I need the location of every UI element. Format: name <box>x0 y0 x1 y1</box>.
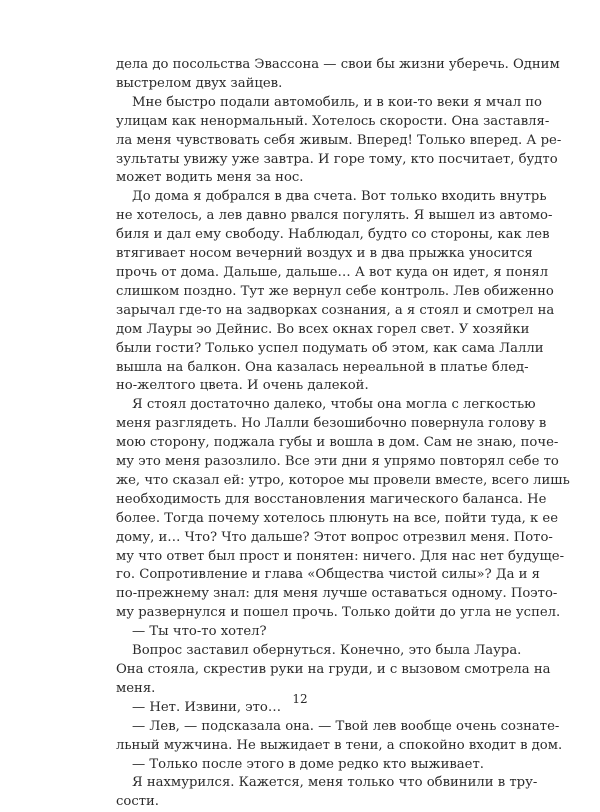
text-line: дела до посольства Эвассона — свои бы жизни уберечь. Одним <box>116 57 560 72</box>
text-line: зарычал где-то на задворках сознания, а я стоял и смотрел на <box>116 302 555 318</box>
text-line: выстрелом двух зайцев. <box>116 75 283 91</box>
text-line: мою сторону, поджала губы и вошла в дом. Сам не знаю, поче- <box>116 435 559 451</box>
text-line: биля и дал ему свободу. Наблюдал, будто со стороны, как лев <box>116 227 550 243</box>
paragraph-start-line: Мне быстро подали автомобиль, и в кои-то веки я мчал по <box>132 94 542 110</box>
text-line: меня. <box>116 680 156 696</box>
text-line: но-желтого цвета. И очень далекой. <box>116 378 369 394</box>
text-line: ла меня чувствовать себя живым. Вперед! Только вперед. А ре- <box>116 132 562 148</box>
text-line: льный мужчина. Не выжидает в тени, а спокойно входит в дом. <box>116 737 563 753</box>
page-number: 12 <box>292 692 308 706</box>
text-line: сости. <box>116 794 159 810</box>
text-line: слишком поздно. Тут же вернул себе контроль. Лев обиженно <box>116 283 554 299</box>
text-line: Она стояла, скрестив руки на груди, и с вызовом смотрела на <box>116 662 551 677</box>
text-line: го. Сопротивление и глава «Общества чистой силы»? Да и я <box>116 567 540 583</box>
text-line: же, что сказал ей: утро, которое мы провели вместе, всего лишь <box>116 472 570 488</box>
dialogue-line: — Ты что-то хотел? <box>132 624 267 640</box>
text-line: были гости? Только успел подумать об этом, как сама Лалли <box>116 340 544 356</box>
text-line: дом Лауры эо Дейнис. Во всех окнах горел свет. У хозяйки <box>116 321 530 337</box>
paragraph-start-line: Я нахмурился. Кажется, меня только что обвинили в тру- <box>132 775 538 791</box>
text-line: по-прежнему знал: для меня лучше оставаться одному. Поэто- <box>116 586 558 602</box>
text-line: не хотелось, а лев давно рвался погулять. Я вышел из автомо- <box>116 208 553 224</box>
dialogue-line: — Лев, — подсказала она. — Твой лев вообще очень сознате- <box>132 718 560 734</box>
text-line: вышла на балкон. Она казалась нереальной в платье блед- <box>116 359 529 375</box>
paragraph-start-line: Я стоял достаточно далеко, чтобы она могла с легкостью <box>132 397 536 413</box>
text-line: дому, и… Что? Что дальше? Этот вопрос отрезвил меня. Пото- <box>116 529 553 545</box>
text-line: может водить меня за нос. <box>116 170 304 186</box>
text-line: му это меня разозлило. Все эти дни я упрямо повторял себе то <box>116 454 559 470</box>
paragraph-start-line: До дома я добрался в два счета. Вот только входить внутрь <box>132 189 547 205</box>
text-line: зультаты увижу уже завтра. И горе тому, кто посчитает, будто <box>116 151 558 167</box>
text-line: необходимость для восстановления магического баланса. Не <box>116 491 547 507</box>
text-line: более. Тогда почему хотелось плюнуть на все, пойти туда, к ее <box>116 510 559 526</box>
text-line: прочь от дома. Дальше, дальше… А вот куда он идет, я понял <box>116 264 549 280</box>
text-line: втягивает носом вечерний воздух и в два прыжка уносится <box>116 246 533 262</box>
dialogue-line: — Только после этого в доме редко кто выживает. <box>132 756 484 772</box>
text-line: му развернулся и пошел прочь. Только дойти до угла не успел. <box>116 605 561 621</box>
text-line: меня разглядеть. Но Лалли безошибочно повернула голову в <box>116 416 547 432</box>
dialogue-line: — Нет. Извини, это… <box>132 699 282 715</box>
paragraph-start-line: Вопрос заставил обернуться. Конечно, это была Лаура. <box>132 643 522 659</box>
text-line: улицам как ненормальный. Хотелось скорости. Она заставля- <box>116 113 550 129</box>
text-line: му что ответ был прост и понятен: ничего. Для нас нет будуще- <box>116 548 565 564</box>
